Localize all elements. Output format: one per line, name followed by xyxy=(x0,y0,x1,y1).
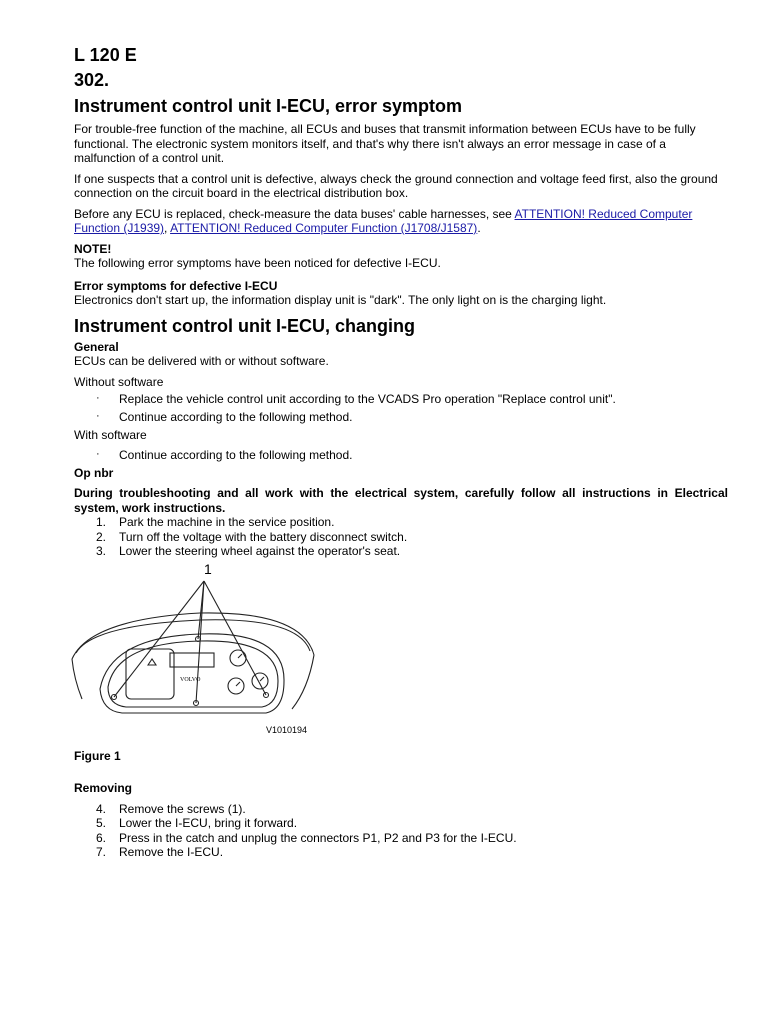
link-reduced-computer-function-j1708[interactable]: ATTENTION! Reduced Computer Function (J1708/J1587) xyxy=(170,221,478,235)
list-item xyxy=(74,410,728,425)
with-software-list xyxy=(74,448,728,463)
steps-list xyxy=(74,515,728,559)
error-symptoms-heading: Error symptoms for defective I-ECU xyxy=(74,278,278,293)
callout-number: 1 xyxy=(204,560,212,577)
note-label: NOTE! xyxy=(74,241,112,256)
without-software-list xyxy=(74,392,728,425)
p3-text-after: . xyxy=(477,221,481,235)
p3-text-before: Before any ECU is replaced, check-measure the data buses' cable harnesses, see xyxy=(74,206,515,221)
list-item xyxy=(74,831,728,846)
link-separator: , xyxy=(164,221,171,235)
instrument-panel-drawing xyxy=(70,559,330,747)
list-item-text: Continue according to the following method. xyxy=(119,410,353,424)
document-page xyxy=(74,44,728,860)
general-text: ECUs can be delivered with or without software. xyxy=(74,354,329,368)
note-text: The following error symptoms have been noticed for defective I-ECU. xyxy=(74,256,441,270)
without-software-label: Without software xyxy=(74,374,164,389)
step-number: 4. xyxy=(96,801,107,816)
removing-steps-list xyxy=(74,802,728,860)
volvo-logo: VOLVO xyxy=(180,676,201,683)
step-text: Press in the catch and unplug the connectors P1, P2 and P3 for the I-ECU. xyxy=(119,830,517,845)
link-reduced-computer-function-j1939[interactable]: ATTENTION! Reduced Computer Function (J1939) xyxy=(74,206,693,235)
model-heading: L 120 E xyxy=(74,45,137,65)
step-text: Park the machine in the service position. xyxy=(119,515,335,529)
safety-warning: During troubleshooting and all work with the electrical system, carefully follow all instructions in Electrical system, work instructions. xyxy=(74,486,728,515)
bullet-icon: · xyxy=(96,392,100,404)
list-item xyxy=(74,544,728,559)
error-symptoms-text: Electronics don't start up, the information display unit is "dark". The only light on is the charging light. xyxy=(74,293,607,307)
step-text: Lower the I-ECU, bring it forward. xyxy=(119,816,298,830)
step-number: 2. xyxy=(96,529,107,544)
list-item xyxy=(74,515,728,530)
instrument-panel-figure xyxy=(74,559,334,747)
step-text: Remove the I-ECU. xyxy=(119,845,224,859)
figure-caption: Figure 1 xyxy=(74,748,121,763)
general-label: General xyxy=(74,339,119,354)
removing-label: Removing xyxy=(74,781,133,795)
symptom-paragraph-2: If one suspects that a control unit is defective, always check the ground connection and voltage feed first, also the ground connection on the circuit board in the electrical distribution box. xyxy=(74,171,718,200)
step-text: Turn off the voltage with the battery disconnect switch. xyxy=(119,529,408,544)
list-item xyxy=(74,392,728,407)
op-nbr-label: Op nbr xyxy=(74,465,114,480)
with-software-label: With software xyxy=(74,428,147,442)
step-number: 7. xyxy=(96,845,107,859)
bullet-icon: · xyxy=(96,447,100,460)
list-item xyxy=(74,530,728,545)
step-text: Remove the screws (1). xyxy=(119,801,246,816)
step-number: 6. xyxy=(96,830,107,845)
list-item xyxy=(74,816,728,831)
step-number: 3. xyxy=(96,544,107,558)
list-item xyxy=(74,448,728,463)
symptom-paragraph-3 xyxy=(74,207,728,236)
step-number: 1. xyxy=(96,515,107,529)
symptom-paragraph-1: For trouble-free function of the machine, all ECUs and buses that transmit information between ECUs have to be fully functional. The electronic system monitors itself, and that's why there isn't always an error message in case of a malfunction of a control unit. xyxy=(74,122,696,165)
error-symptom-title: Instrument control unit I-ECU, error symptom xyxy=(74,96,463,116)
step-text: Lower the steering wheel against the operator's seat. xyxy=(119,544,401,558)
list-item xyxy=(74,845,728,860)
step-number: 5. xyxy=(96,816,107,830)
bullet-icon: · xyxy=(96,410,100,422)
list-item xyxy=(74,802,728,817)
figure-code: V1010194 xyxy=(266,724,308,735)
changing-title: Instrument control unit I-ECU, changing xyxy=(74,315,415,336)
section-number: 302. xyxy=(74,70,110,90)
list-item-text: Replace the vehicle control unit according to the VCADS Pro operation "Replace control unit". xyxy=(119,392,616,406)
list-item-text: Continue according to the following method. xyxy=(119,447,353,462)
